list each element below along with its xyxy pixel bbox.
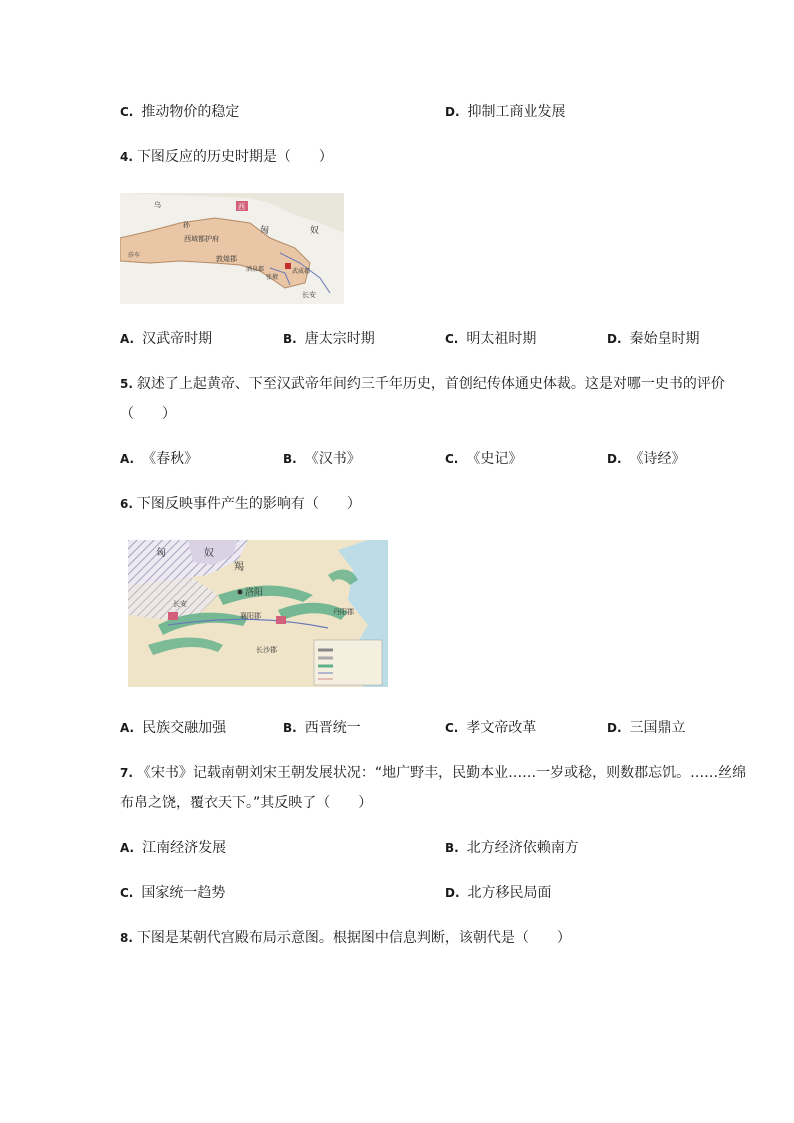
q6-option-a: A. 民族交融加强 (120, 720, 227, 736)
q6-map-label-changan: 长安 (173, 600, 187, 608)
q4-map-label-xiyu: 西域都护府 (184, 235, 219, 243)
q7-stem-line1: 7. 《宋书》记载南朝刘宋王朝发展状况：“地广野丰，民勤本业……一岁或稔，则数郡忘饥。……丝绵 (120, 765, 747, 781)
q4-option-d: D. 秦始皇时期 (607, 331, 700, 347)
q8-stem: 8. 下图是某朝代宫殿布局示意图。根据图中信息判断，该朝代是（ ） (120, 930, 571, 946)
q6-option-b: B. 西晋统一 (283, 720, 361, 736)
q4-map-label-zhangye: 张掖 (266, 274, 279, 281)
q6-option-c: C. 孝文帝改革 (445, 720, 537, 736)
q6-map-image (128, 540, 388, 687)
q7-option-c: C. 国家统一趋势 (120, 885, 226, 901)
q7-option-a: A. 江南经济发展 (120, 840, 227, 856)
q4-map-label-changan: 长安 (302, 291, 316, 299)
q6-map-label-nu: 奴 (204, 548, 214, 559)
q6-map-svg (128, 540, 388, 687)
q6-map-label-xiong: 匈 (156, 548, 166, 559)
q5-stem-line2: （ ） (120, 406, 176, 422)
q5-option-a: A. 《春秋》 (120, 451, 199, 467)
q4-map-label-wu: 乌 (154, 201, 161, 209)
q6-map-label-xiangyang: 襄阳郡 (240, 612, 261, 620)
q6-stem: 6. 下图反映事件产生的影响有（ ） (120, 496, 361, 512)
q4-option-a: A. 汉武帝时期 (120, 331, 213, 347)
q4-map-svg (120, 193, 344, 304)
q6-map-label-luoyang: 洛阳 (245, 588, 264, 598)
q5-stem-line1: 5. 叙述了上起黄帝、下至汉武帝年间约三千年历史，首创纪传体通史体裁。这是对哪一史书的评价 (120, 376, 725, 392)
q4-option-b: B. 唐太宗时期 (283, 331, 375, 347)
q4-option-c: C. 明太祖时期 (445, 331, 537, 347)
q6-map-label-changsha: 长沙郡 (256, 646, 277, 654)
q4-map-label-xiong: 匈 (260, 226, 270, 236)
q5-option-c: C. 《史记》 (445, 451, 523, 467)
q4-map-image (120, 193, 344, 304)
q7-stem-line2: 布帛之饶，覆衣天下。”其反映了（ ） (120, 795, 373, 811)
q3-option-c: C. 推动物价的稳定 (120, 104, 240, 120)
q6-map-label-jie: 羯 (234, 562, 244, 573)
q4-stem: 4. 下图反应的历史时期是（ ） (120, 149, 333, 165)
q4-map-label-nu: 奴 (310, 226, 320, 236)
q7-option-d: D. 北方移民局面 (445, 885, 552, 901)
q5-option-d: D. 《诗经》 (607, 451, 686, 467)
q4-map-label-wuwei: 武威郡 (292, 268, 311, 275)
q6-map-label-danyang: 丹阳郡 (333, 608, 354, 616)
q4-map-label-dunhuang: 敦煌郡 (216, 255, 237, 263)
q7-option-b: B. 北方经济依赖南方 (445, 840, 579, 856)
q4-map-label-shache: 莎车 (128, 252, 141, 259)
q4-map-label-jiuquan: 酒泉郡 (246, 266, 265, 273)
q6-option-d: D. 三国鼎立 (607, 720, 686, 736)
q5-option-b: B. 《汉书》 (283, 451, 361, 467)
q3-option-d: D. 抑制工商业发展 (445, 104, 566, 120)
q4-map-label-sun: 孙 (183, 221, 190, 229)
q4-map-label-xi: 西 (238, 203, 245, 211)
